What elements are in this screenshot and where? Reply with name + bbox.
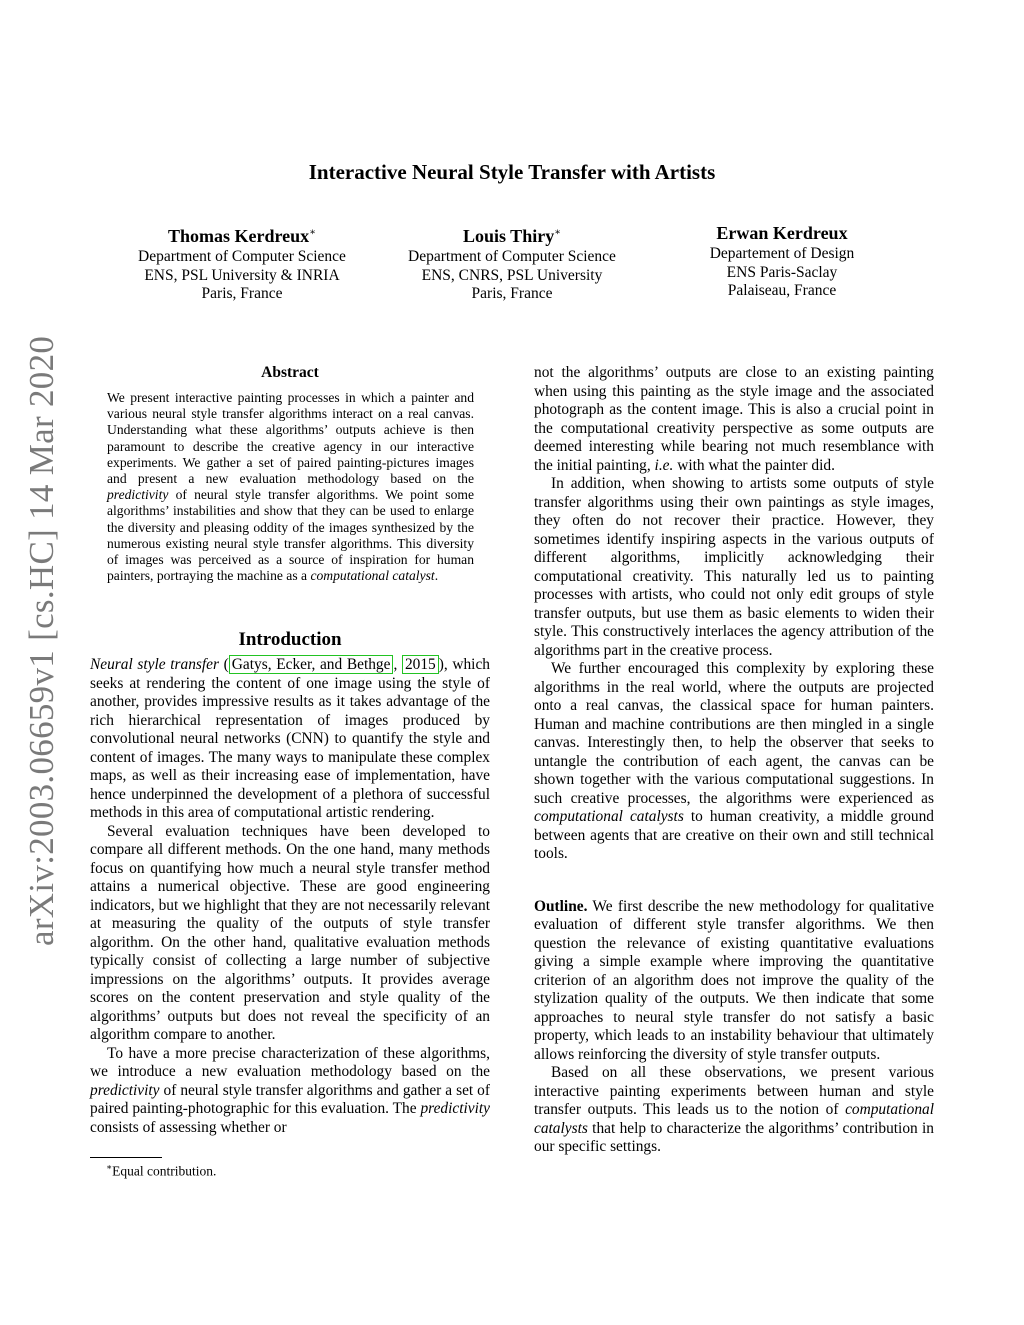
author-block-1 (92, 221, 392, 304)
equal-contribution-mark: ∗ (309, 227, 316, 238)
outline-label: Outline. (534, 897, 588, 915)
paper-title: Interactive Neural Style Transfer with Artists (308, 160, 716, 184)
author-location: Paris, France (201, 285, 283, 302)
citation-link[interactable]: Gatys, Ecker, and Bethge (229, 655, 394, 674)
paragraph: Several evaluation techniques have been developed to compare all different methods. On the one hand, many methods focus on quantifying how much a neural style transfer method attains a numerical objective. These are good engineering indicators, but we highlight that they are not necessarily relevant at measuring the quality of the outputs of style transfer algorithm. On the other hand, qualitative evaluation methods typically consist of collecting a large number of subjective impressions on the algorithms’ outputs. It provides average scores on the content preservation and style quality of the algorithms’ outputs but does not reveal the specificity of an algorithm compare to another. (90, 822, 490, 1043)
paragraph: To have a more precise characterization of these algorithms, we introduce a new evaluation methodology based on the predictivity of neural style transfer algorithms and gather a set of paired painting-photographic for this evaluation. The predictivity consists of assessing whether or (90, 1044, 490, 1136)
author-name: Erwan Kerdreux (716, 223, 848, 243)
abstract-text: We present interactive painting processes in which a painter and various neural style transfer algorithms interact on a real canvas. Understanding what these algorithms’ outputs achieve is then paramount to describe the creative agency in our interactive experiments. We gather a set of paired painting-pictures images and present a new evaluation methodology based on the predictivity of neural style transfer algorithms. We point some algorithms’ instabilities and show that they can be used to enlarge the diversity and pleasing oddity of the images synthesized by the numerous existing neural style transfer algorithms. This diversity of images was perceived as a source of inspiration for human painters, portraying the machine as a computational catalyst. (107, 390, 474, 584)
paragraph: Neural style transfer ( Gatys, Ecker, and Bethge , 2015 ), which seeks at rendering the content of one image using the style of another, provides impressive results as it takes advantage of the rich hierarchical representation of images produced by convolutional neural networks (CNN) to quantify the style and content of images. The many ways to manipulate these complex maps, as well as their increasing ease of implementation, have hence underpinned the development of a plethora of successful methods in this area of computational artistic rendering. (90, 656, 490, 821)
paragraph: In addition, when showing to artists some outputs of style transfer algorithms using their own paintings as style images, they often do not recover their practice. However, they sometimes identify inspiring aspects in the various outputs of different algorithms, implicitly acknowledging their computational creativity. This naturally led us to painting processes with artists, who could not only edit groups of style transfer outputs, but use them as basic elements to widen their style. This constructively interlaces the agency attribution of the algorithms part in the creative process. (534, 475, 934, 659)
author-location: Palaiseau, France (727, 282, 837, 299)
author-block-2 (362, 221, 662, 304)
author-name: Thomas Kerdreux (168, 226, 310, 246)
footnote: ∗Equal contribution. (106, 1162, 217, 1179)
author-institution: ENS, CNRS, PSL University (421, 266, 603, 284)
arxiv-identifier: arXiv:2003.06659v1 [cs.HC] 14 Mar 2020 (22, 335, 61, 946)
equal-contribution-mark: ∗ (554, 227, 561, 238)
author-location: Paris, France (471, 285, 553, 302)
author-institution: ENS, PSL University & INRIA (144, 266, 340, 284)
abstract-heading: Abstract (261, 364, 319, 381)
paragraph: We further encouraged this complexity by exploring these algorithms in the real world, where the outputs are projected onto a real canvas, the classical space for human painters. Human and machine contributions are then mingled in a single canvas. Interestingly then, to help the observer that seeks to untangle the contribution of each agent, the canvas can be shown together with the various computational suggestions. In such creative processes, the algorithms were experienced as computational catalysts to human creativity, a middle ground between agents that are creative on their own and still technical tools. (534, 660, 934, 862)
outline-paragraph: Outline. We first describe the new methodology for qualitative evaluation of different style transfer algorithms. We then question the relevance of existing quantitative evaluations giving a simple example where improving the quantitative criterion of an algorithm does not improve the quality of the stylization quality of the outputs. We then indicate that some approaches to neural style transfer do not satisfy a basic property, which leads to an instability behaviour that ultimately allows reinforcing the diversity of style transfer outputs. (534, 897, 934, 1063)
paragraph: not the algorithms’ outputs are close to an existing painting when using this painting as the style image and the associated photograph as the content image. This is also a crucial point in the computational creativity perspective as some outputs are deemed interesting while bearing not much resemblance with the initial painting, i.e. with what the painter did. (534, 364, 934, 474)
author-department: Department of Computer Science (138, 248, 346, 265)
author-name: Louis Thiry (462, 226, 555, 246)
footnote-rule (90, 1157, 162, 1158)
citation-year-link[interactable]: 2015 (402, 655, 439, 674)
author-department: Departement of Design (709, 245, 855, 262)
introduction-heading: Introduction (238, 629, 342, 650)
author-institution: ENS Paris-Saclay (726, 263, 838, 281)
paragraph: Based on all these observations, we present various interactive painting experiments between human and style transfer outputs. This leads us to the notion of computational catalysts that help to characterize the algorithms’ contribution in our specific settings. (534, 1064, 934, 1155)
author-department: Department of Computer Science (408, 248, 616, 265)
left-column-body (90, 656, 490, 1137)
right-column-body (534, 364, 934, 1157)
author-block-3 (632, 221, 932, 301)
